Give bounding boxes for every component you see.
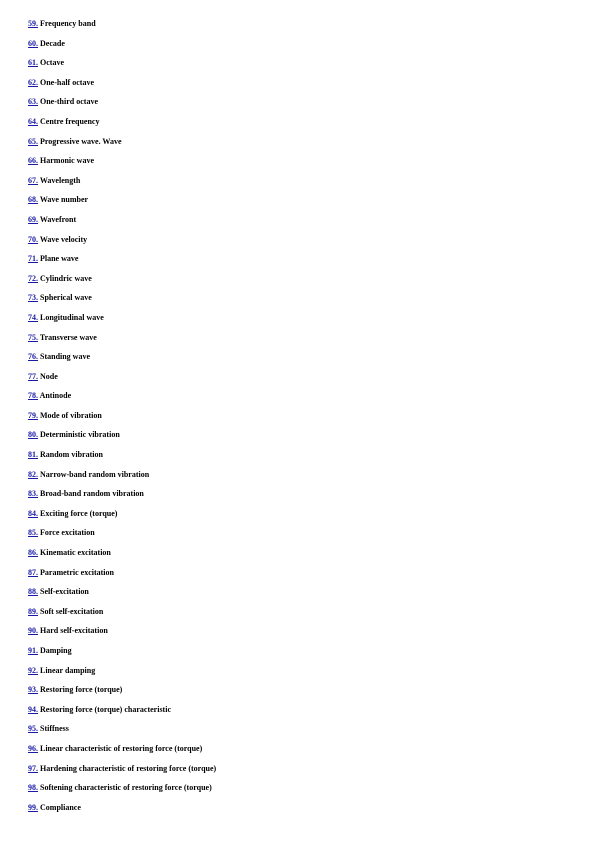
list-item bbox=[28, 117, 216, 137]
term-number-link[interactable]: 85. bbox=[28, 528, 38, 538]
list-item bbox=[28, 450, 216, 470]
term-number-link[interactable]: 65. bbox=[28, 136, 38, 146]
list-item bbox=[28, 587, 216, 607]
term-label: Spherical wave bbox=[40, 293, 92, 303]
list-item bbox=[28, 254, 216, 274]
list-item bbox=[28, 293, 216, 313]
term-number-link[interactable]: 73. bbox=[28, 293, 38, 303]
list-item bbox=[28, 803, 216, 823]
term-number-link[interactable]: 92. bbox=[28, 665, 38, 675]
list-item bbox=[28, 607, 216, 627]
term-label: Force excitation bbox=[40, 528, 95, 538]
list-item bbox=[28, 58, 216, 78]
list-item bbox=[28, 372, 216, 392]
list-item bbox=[28, 195, 216, 215]
term-label: Longitudinal wave bbox=[40, 312, 104, 322]
list-item bbox=[28, 705, 216, 725]
term-label: One-third octave bbox=[40, 97, 98, 107]
term-number-link[interactable]: 87. bbox=[28, 567, 38, 577]
term-number-link[interactable]: 88. bbox=[28, 587, 38, 597]
term-number-link[interactable]: 94. bbox=[28, 704, 38, 714]
list-item bbox=[28, 489, 216, 509]
term-number-link[interactable]: 60. bbox=[28, 38, 38, 48]
list-item bbox=[28, 666, 216, 686]
list-item bbox=[28, 724, 216, 744]
term-label: Stiffness bbox=[40, 724, 69, 734]
term-label: Plane wave bbox=[40, 254, 79, 264]
list-item bbox=[28, 783, 216, 803]
term-number-link[interactable]: 82. bbox=[28, 469, 38, 479]
term-number-link[interactable]: 78. bbox=[28, 391, 38, 401]
term-label: Parametric excitation bbox=[40, 567, 114, 577]
term-number-link[interactable]: 71. bbox=[28, 254, 38, 264]
list-item bbox=[28, 509, 216, 529]
term-label: Hard self-excitation bbox=[40, 626, 108, 636]
term-number-link[interactable]: 61. bbox=[28, 58, 38, 68]
list-item bbox=[28, 78, 216, 98]
term-number-link[interactable]: 69. bbox=[28, 214, 38, 224]
list-item bbox=[28, 568, 216, 588]
term-number-link[interactable]: 72. bbox=[28, 273, 38, 283]
term-label: Damping bbox=[40, 646, 72, 655]
term-label: Centre frequency bbox=[40, 116, 100, 126]
term-number-link[interactable]: 63. bbox=[28, 97, 38, 107]
term-label: Compliance bbox=[40, 802, 81, 812]
term-number-link[interactable]: 75. bbox=[28, 332, 38, 342]
term-label: Mode of vibration bbox=[40, 410, 102, 420]
list-item bbox=[28, 430, 216, 450]
list-item bbox=[28, 391, 216, 411]
term-label: Progressive wave. Wave bbox=[40, 136, 122, 146]
term-number-link[interactable]: 99. bbox=[28, 802, 38, 812]
list-item bbox=[28, 313, 216, 333]
term-label: Frequency band bbox=[40, 19, 96, 28]
list-item bbox=[28, 97, 216, 117]
term-number-link[interactable]: 83. bbox=[28, 489, 38, 499]
term-label: Wavelength bbox=[39, 175, 81, 185]
term-number-link[interactable]: 84. bbox=[28, 508, 38, 518]
term-number-link[interactable]: 95. bbox=[28, 724, 38, 734]
term-number-link[interactable]: 97. bbox=[28, 763, 38, 773]
term-number-link[interactable]: 86. bbox=[28, 548, 38, 558]
term-number-link[interactable]: 76. bbox=[28, 352, 38, 362]
term-label: Harmonic wave bbox=[40, 156, 94, 166]
term-label: Linear damping bbox=[40, 665, 96, 675]
list-item bbox=[28, 411, 216, 431]
term-number-link[interactable]: 70. bbox=[28, 234, 38, 244]
term-number-link[interactable]: 77. bbox=[28, 371, 38, 381]
term-label: Cylindric wave bbox=[40, 273, 92, 283]
term-number-link[interactable]: 59. bbox=[28, 19, 38, 28]
list-item bbox=[28, 548, 216, 568]
term-label: Wave velocity bbox=[39, 234, 88, 244]
term-label: Softening characteristic of restoring force (torque) bbox=[40, 783, 212, 793]
term-label: Exciting force (torque) bbox=[40, 508, 118, 518]
term-number-link[interactable]: 90. bbox=[28, 626, 38, 636]
term-label: Restoring force (torque) characteristic bbox=[40, 704, 171, 714]
list-item bbox=[28, 764, 216, 784]
list-item bbox=[28, 528, 216, 548]
term-number-link[interactable]: 68. bbox=[28, 195, 38, 205]
term-number-link[interactable]: 96. bbox=[28, 743, 38, 753]
list-item bbox=[28, 215, 216, 235]
list-item bbox=[28, 470, 216, 490]
term-label: Kinematic excitation bbox=[40, 548, 111, 558]
list-item bbox=[28, 685, 216, 705]
term-label: Restoring force (torque) bbox=[40, 685, 123, 695]
term-label: Standing wave bbox=[40, 352, 91, 362]
term-number-link[interactable]: 62. bbox=[28, 77, 38, 87]
list-item bbox=[28, 646, 216, 666]
term-label: Wave number bbox=[39, 195, 89, 205]
term-label: Self-excitation bbox=[40, 587, 89, 597]
term-label: Wavefront bbox=[39, 214, 77, 224]
term-number-link[interactable]: 91. bbox=[28, 646, 38, 655]
term-number-link[interactable]: 93. bbox=[28, 685, 38, 695]
term-number-link[interactable]: 98. bbox=[28, 783, 38, 793]
term-number-link[interactable]: 64. bbox=[28, 116, 38, 126]
term-label: Random vibration bbox=[40, 450, 103, 460]
term-label: Linear characteristic of restoring force (torque) bbox=[40, 743, 203, 753]
term-number-link[interactable]: 66. bbox=[28, 156, 38, 166]
term-number-link[interactable]: 89. bbox=[28, 606, 38, 616]
term-number-link[interactable]: 67. bbox=[28, 175, 38, 185]
list-item bbox=[28, 235, 216, 255]
term-label: Soft self-excitation bbox=[40, 606, 104, 616]
term-label: Narrow-band random vibration bbox=[40, 469, 150, 479]
list-item bbox=[28, 274, 216, 294]
term-label: Antinode bbox=[39, 391, 72, 401]
term-label: Hardening characteristic of restoring force (torque) bbox=[40, 763, 217, 773]
list-item bbox=[28, 176, 216, 196]
term-label: Deterministic vibration bbox=[40, 430, 120, 440]
term-number-link[interactable]: 74. bbox=[28, 312, 38, 322]
term-number-link[interactable]: 80. bbox=[28, 430, 38, 440]
list-item bbox=[28, 744, 216, 764]
list-item bbox=[28, 333, 216, 353]
term-index-list bbox=[28, 19, 216, 822]
term-label: Node bbox=[40, 371, 58, 381]
term-number-link[interactable]: 79. bbox=[28, 410, 38, 420]
list-item bbox=[28, 19, 216, 39]
list-item bbox=[28, 39, 216, 59]
list-item bbox=[28, 352, 216, 372]
list-item bbox=[28, 156, 216, 176]
term-label: Broad-band random vibration bbox=[40, 489, 144, 499]
term-label: One-half octave bbox=[40, 77, 94, 87]
term-label: Transverse wave bbox=[39, 332, 97, 342]
term-label: Octave bbox=[40, 58, 64, 68]
term-number-link[interactable]: 81. bbox=[28, 450, 38, 460]
term-label: Decade bbox=[40, 38, 65, 48]
list-item bbox=[28, 137, 216, 157]
list-item bbox=[28, 626, 216, 646]
